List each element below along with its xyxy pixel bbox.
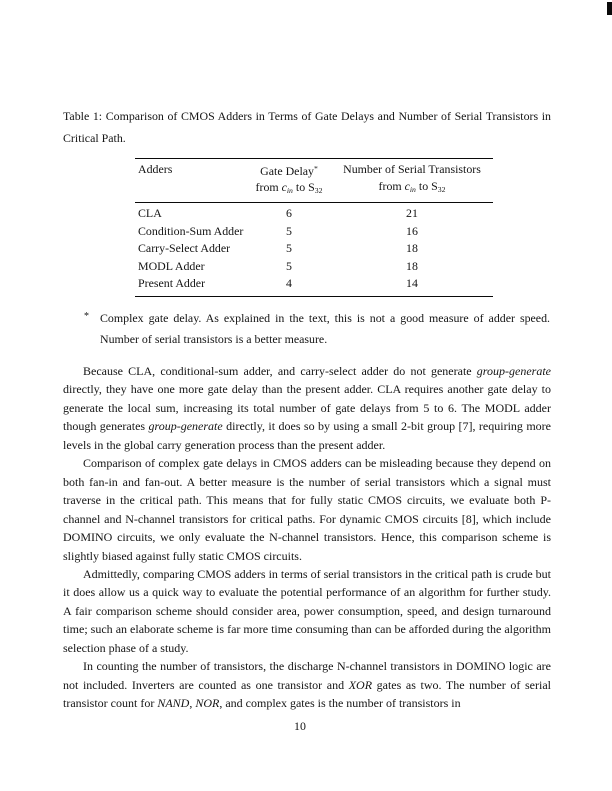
adder-name: Condition-Sum Adder bbox=[138, 223, 244, 238]
table-row bbox=[135, 275, 493, 293]
paragraph: Comparison of complex gate delays in CMOS adders can be misleading because they depend on both fan-in and fan-out. A better measure is the number of serial transistors which a signal must traverse in the critical path. This means that for fully static CMOS circuits, we evaluate both P-channel and N-channel transistors for critical paths. For dynamic CMOS circuits [8], which include DOMINO circuits, we only evaluate the N-channel transistors. Hence, this comparison scheme is slightly biased against fully static CMOS circuits. bbox=[63, 456, 551, 563]
page-number: 10 bbox=[294, 719, 306, 733]
adder-name: Present Adder bbox=[138, 276, 206, 291]
table-row bbox=[135, 222, 493, 240]
table-caption: Table 1: Comparison of CMOS Adders in Terms of Gate Delays and Number of Serial Transistors in Critical Path. bbox=[63, 109, 551, 145]
gate-delay-value: 5 bbox=[286, 241, 292, 256]
table-row bbox=[135, 240, 493, 258]
body-text bbox=[63, 362, 551, 713]
footnote-marker: * bbox=[84, 311, 89, 322]
serial-transistors-value: 18 bbox=[406, 258, 418, 273]
table-header-row bbox=[135, 159, 493, 203]
gate-delay-value: 5 bbox=[286, 223, 292, 238]
gate-delay-value: 6 bbox=[286, 206, 292, 221]
column-subheader-serial-range: from $c_{in}$ to $S_{32}$ bbox=[378, 178, 446, 194]
comparison-table bbox=[135, 158, 493, 297]
column-header-serial-transistors: Number of Serial Transistors bbox=[343, 162, 481, 176]
serial-transistors-value: 21 bbox=[406, 206, 418, 221]
gate-delay-value: 5 bbox=[286, 258, 292, 273]
gate-delay-value: 4 bbox=[286, 276, 292, 291]
paragraph: Because CLA, conditional-sum adder, and carry-select adder do not generate group-generate directly, they have one more gate delay than the present adder. CLA requires another gate delay to generate the local sum, increasing its total number of gate delays from 5 to 6. The MODL adder though generates group-generate directly, it does so by using a small 2-bit group [7], requiring more levels in the global carry generation process than the present adder. bbox=[63, 364, 551, 452]
column-header-adders: Adders bbox=[138, 162, 173, 176]
table-footnote bbox=[84, 308, 550, 350]
adder-name: MODL Adder bbox=[138, 258, 205, 273]
column-subheader-gate-delay-range: from $c_{in}$ to $S_{32}$ bbox=[255, 180, 323, 196]
table-row bbox=[135, 258, 493, 276]
adder-name: CLA bbox=[138, 206, 162, 221]
adder-name: Carry-Select Adder bbox=[138, 241, 231, 256]
table-body bbox=[135, 203, 493, 296]
column-header-gate-delay: Gate Delay* bbox=[260, 163, 318, 178]
paragraph: In counting the number of transistors, the discharge N-channel transistors in DOMINO logic are not included. Inverters are counted as one transistor and XOR gates as two. The number of serial transistor count for NAND, NOR, and complex gates is the number of transistors in bbox=[63, 659, 551, 711]
serial-transistors-value: 18 bbox=[406, 241, 418, 256]
serial-transistors-value: 14 bbox=[406, 276, 418, 291]
paragraph: Admittedly, comparing CMOS adders in terms of serial transistors in the critical path is crude but it does allow us a quick way to evaluate the potential performance of an algorithm for further study. A fair comparison scheme should consider area, power consumption, speed, and design turnaround time; such an elaborate scheme is far more time consuming than can be afforded during the algorithm selection phase of a study. bbox=[63, 566, 551, 655]
footnote-text: Complex gate delay. As explained in the text, this is not a good measure of adder speed. Number of serial transistors is a better measure. bbox=[100, 311, 550, 346]
scan-artifact-mark bbox=[607, 2, 612, 15]
table-row bbox=[135, 205, 493, 223]
serial-transistors-value: 16 bbox=[406, 223, 418, 238]
